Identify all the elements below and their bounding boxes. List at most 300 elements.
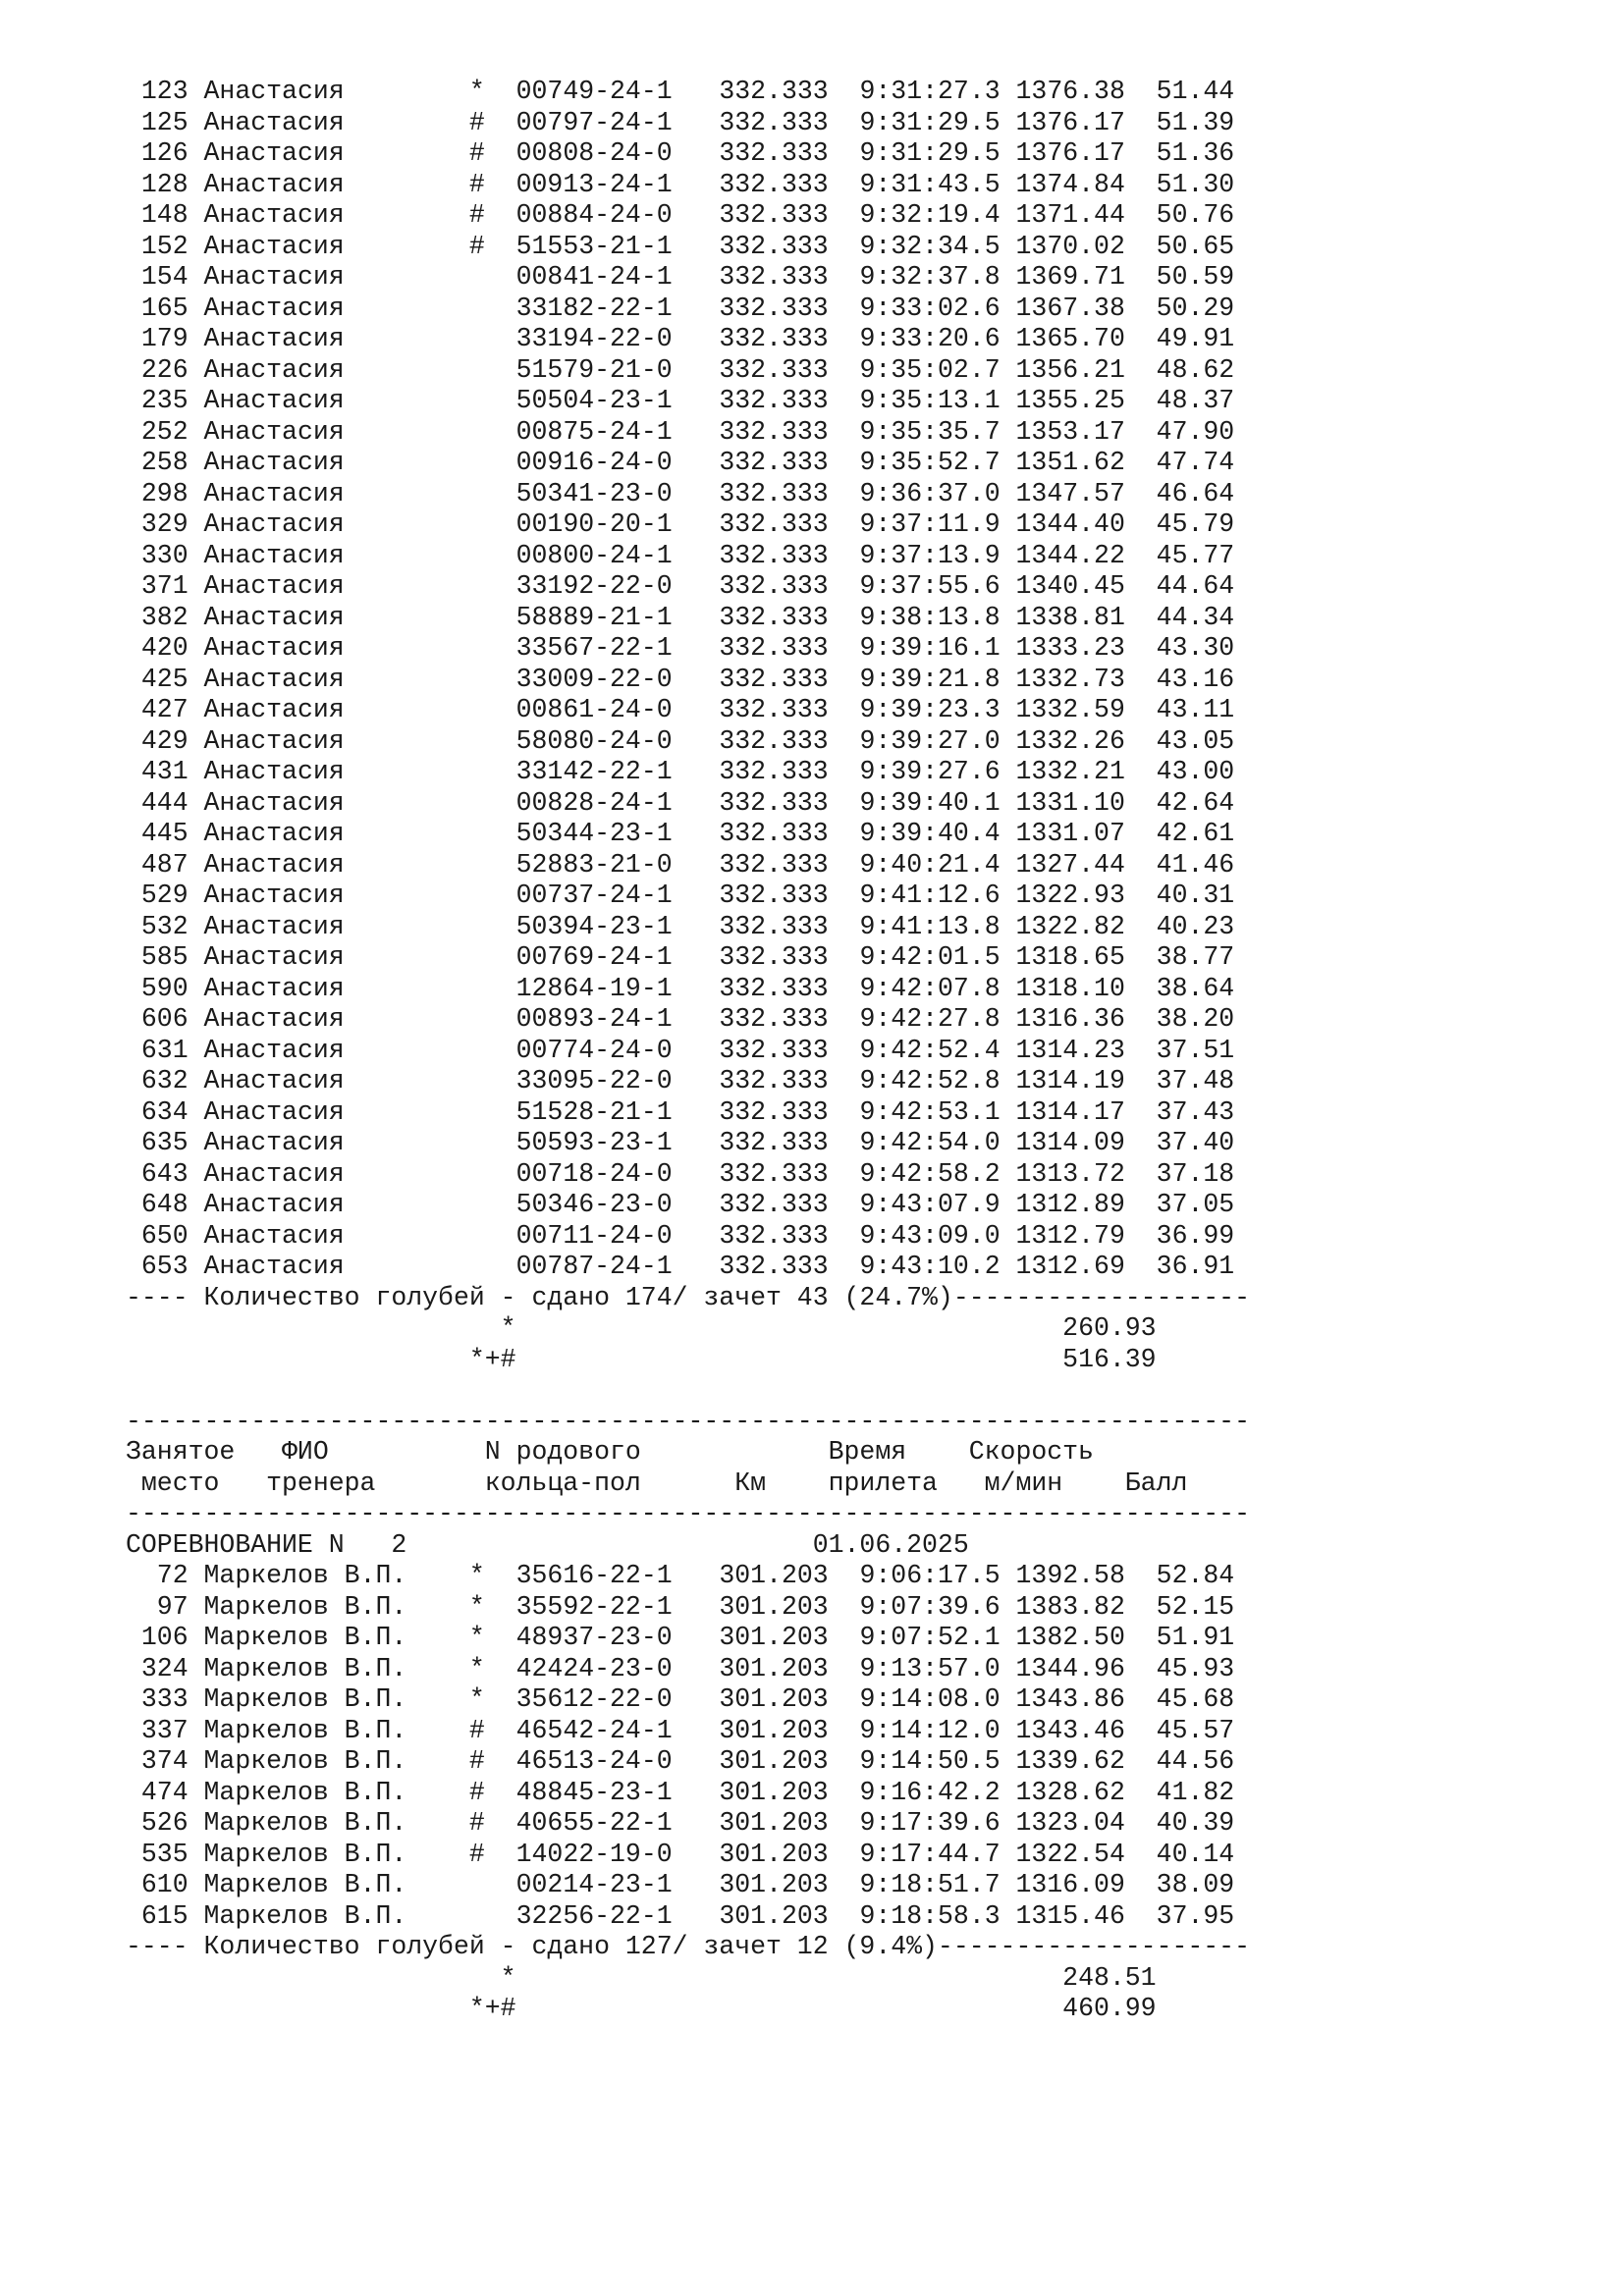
place-cell: 643 (126, 1158, 189, 1189)
header-rule: ------------------------------------------------------------------------ (126, 1406, 1250, 1436)
km-cell: 332.333 (703, 169, 829, 199)
speed-cell: 1371.44 (1015, 200, 1125, 230)
trainer-cell: Анастасия (203, 354, 469, 385)
time-cell: 9:38:13.8 (859, 602, 1001, 632)
time-cell: 9:43:10.2 (859, 1252, 1001, 1281)
speed-cell: 1344.96 (1015, 1653, 1125, 1683)
ring-cell: 00718-24-0 (515, 1158, 673, 1189)
result-row (126, 912, 1250, 943)
result-row (126, 1746, 1250, 1778)
speed-cell: 1333.23 (1015, 633, 1125, 663)
km-cell: 332.333 (703, 231, 829, 261)
place-cell: 474 (126, 1777, 189, 1807)
ring-cell: 00774-24-0 (515, 1035, 673, 1065)
score-cell: 41.46 (1140, 849, 1235, 880)
result-row (126, 881, 1250, 912)
trainer-cell: Анастасия (203, 1035, 469, 1065)
place-cell: 610 (126, 1870, 189, 1899)
time-cell: 9:32:19.4 (859, 200, 1001, 230)
speed-cell: 1367.38 (1015, 293, 1125, 323)
trainer-cell: Маркелов В.П. (203, 1623, 469, 1652)
trainer-cell: Маркелов В.П. (203, 1746, 469, 1776)
mark-cell (469, 355, 516, 385)
trainer-cell: Анастасия (203, 1066, 469, 1095)
trainer-cell: Маркелов В.П. (203, 1684, 469, 1714)
score-cell: 51.39 (1140, 107, 1235, 137)
speed-cell: 1314.23 (1015, 1035, 1125, 1065)
time-cell: 9:42:07.8 (859, 973, 1001, 1003)
mark-cell: # (468, 200, 516, 230)
time-cell: 9:39:27.0 (859, 725, 1001, 756)
mark-cell: # (468, 107, 516, 137)
competition-title: СОРЕВНОВАНИЕ N 2 01.06.2025 (126, 1529, 969, 1560)
time-cell: 9:18:58.3 (859, 1900, 1001, 1931)
time-cell: 9:39:27.6 (859, 757, 1001, 786)
speed-cell: 1312.79 (1015, 1220, 1125, 1251)
km-cell: 301.203 (703, 1653, 829, 1683)
trainer-cell: Анастасия (203, 1004, 469, 1034)
header-rule: ------------------------------------------------------------------------ (126, 1499, 1250, 1528)
result-row (126, 324, 1250, 355)
km-cell: 332.333 (703, 1220, 829, 1251)
result-row (126, 788, 1250, 820)
trainer-cell: Анастасия (203, 324, 469, 353)
total-value: 248.51 (1062, 1962, 1157, 1993)
time-cell: 9:13:57.0 (859, 1653, 1001, 1683)
km-cell: 332.333 (703, 138, 829, 168)
km-cell: 332.333 (703, 942, 829, 972)
ring-cell: 35592-22-1 (515, 1591, 673, 1622)
km-cell: 332.333 (703, 324, 829, 353)
score-cell: 45.57 (1140, 1715, 1235, 1745)
km-cell: 332.333 (703, 602, 829, 632)
speed-cell: 1370.02 (1015, 231, 1125, 261)
score-cell: 37.48 (1140, 1066, 1235, 1095)
km-cell: 301.203 (703, 1839, 829, 1869)
km-cell: 332.333 (703, 354, 829, 385)
result-row (126, 1221, 1250, 1253)
place-cell: 154 (126, 262, 189, 292)
place-cell: 333 (126, 1684, 189, 1714)
place-cell: 427 (126, 695, 189, 724)
trainer-cell: Анастасия (203, 571, 469, 601)
speed-cell: 1314.17 (1015, 1096, 1125, 1127)
ring-cell: 00841-24-1 (515, 262, 673, 292)
km-cell: 301.203 (703, 1591, 829, 1622)
trainer-cell: Маркелов В.П. (203, 1653, 469, 1683)
time-cell: 9:36:37.0 (859, 478, 1001, 508)
trainer-cell: Анастасия (203, 200, 469, 230)
km-cell: 332.333 (703, 509, 829, 539)
speed-cell: 1316.36 (1015, 1004, 1125, 1034)
mark-cell: * (468, 1653, 516, 1683)
score-cell: 50.29 (1140, 293, 1235, 323)
score-cell: 52.84 (1140, 1561, 1235, 1590)
km-cell: 332.333 (703, 787, 829, 818)
speed-cell: 1382.50 (1015, 1623, 1125, 1652)
ring-cell: 50394-23-1 (515, 911, 673, 941)
trainer-cell: Анастасия (203, 602, 469, 632)
mark-cell: # (468, 1777, 516, 1807)
total-row (126, 1345, 1250, 1376)
km-cell: 332.333 (703, 725, 829, 756)
km-cell: 332.333 (703, 478, 829, 508)
score-cell: 43.05 (1140, 725, 1235, 756)
ring-cell: 58889-21-1 (515, 602, 673, 632)
result-row (126, 1561, 1250, 1592)
total-label: *+# (468, 1344, 516, 1374)
score-cell: 50.76 (1140, 200, 1235, 230)
time-cell: 9:16:42.2 (859, 1777, 1001, 1807)
place-cell: 487 (126, 849, 189, 880)
total-row (126, 1313, 1250, 1345)
score-cell: 46.64 (1140, 478, 1235, 508)
mark-cell (469, 541, 516, 570)
speed-cell: 1344.40 (1015, 509, 1125, 539)
mark-cell (469, 1870, 516, 1899)
time-cell: 9:14:50.5 (859, 1746, 1001, 1776)
trainer-cell: Анастасия (203, 262, 469, 292)
km-cell: 332.333 (703, 664, 829, 694)
ring-cell: 00190-20-1 (515, 509, 673, 539)
place-cell: 374 (126, 1746, 189, 1776)
time-cell: 9:42:54.0 (859, 1128, 1001, 1157)
ring-cell: 00800-24-1 (515, 540, 673, 570)
mark-cell: # (468, 231, 516, 261)
mark-cell (469, 262, 516, 292)
mark-cell (469, 726, 516, 756)
time-cell: 9:35:13.1 (859, 386, 1001, 415)
trainer-cell: Анастасия (203, 819, 469, 848)
ring-cell: 33182-22-1 (515, 293, 673, 323)
ring-cell: 12864-19-1 (515, 973, 673, 1003)
speed-cell: 1322.82 (1015, 911, 1125, 941)
place-cell: 165 (126, 293, 189, 323)
time-cell: 9:31:29.5 (859, 138, 1001, 168)
ring-cell: 14022-19-0 (515, 1839, 673, 1869)
place-cell: 72 (126, 1561, 189, 1590)
score-cell: 49.91 (1140, 324, 1235, 353)
result-row (126, 1623, 1250, 1654)
mark-cell (469, 603, 516, 632)
ring-cell: 00916-24-0 (515, 448, 673, 477)
trainer-cell: Анастасия (203, 911, 469, 941)
score-cell: 37.51 (1140, 1035, 1235, 1065)
result-row (126, 695, 1250, 726)
ring-cell: 42424-23-0 (515, 1653, 673, 1683)
mark-cell (469, 633, 516, 663)
score-cell: 44.56 (1140, 1746, 1235, 1776)
time-cell: 9:37:13.9 (859, 540, 1001, 570)
result-row (126, 1778, 1250, 1809)
trainer-cell: Маркелов В.П. (203, 1591, 469, 1622)
ring-cell: 33095-22-0 (515, 1066, 673, 1095)
ring-cell: 33009-22-0 (515, 664, 673, 694)
result-row (126, 633, 1250, 665)
speed-cell: 1392.58 (1015, 1561, 1125, 1590)
score-cell: 40.31 (1140, 881, 1235, 910)
km-cell: 332.333 (703, 293, 829, 323)
total-value: 460.99 (1062, 1994, 1157, 2023)
score-cell: 44.34 (1140, 602, 1235, 632)
score-cell: 42.64 (1140, 787, 1235, 818)
trainer-cell: Анастасия (203, 1096, 469, 1127)
trainer-cell: Маркелов В.П. (203, 1870, 469, 1899)
mark-cell (469, 448, 516, 477)
result-row (126, 757, 1250, 788)
speed-cell: 1318.65 (1015, 942, 1125, 972)
score-cell: 51.36 (1140, 138, 1235, 168)
time-cell: 9:07:39.6 (859, 1591, 1001, 1622)
mark-cell: * (468, 1591, 516, 1622)
time-cell: 9:32:37.8 (859, 262, 1001, 292)
ring-cell: 00893-24-1 (515, 1004, 673, 1034)
km-cell: 332.333 (703, 633, 829, 663)
mark-cell: * (468, 1623, 516, 1652)
place-cell: 125 (126, 107, 189, 137)
time-cell: 9:37:11.9 (859, 509, 1001, 539)
mark-cell (469, 1901, 516, 1931)
trainer-cell: Маркелов В.П. (203, 1839, 469, 1869)
ring-cell: 50346-23-0 (515, 1190, 673, 1219)
ring-cell: 51528-21-1 (515, 1096, 673, 1127)
mark-cell (469, 1221, 516, 1251)
result-row (126, 138, 1250, 170)
km-cell: 332.333 (703, 200, 829, 230)
time-cell: 9:42:27.8 (859, 1004, 1001, 1034)
trainer-cell: Маркелов В.П. (203, 1715, 469, 1745)
place-cell: 382 (126, 602, 189, 632)
place-cell: 431 (126, 757, 189, 786)
blank-line (126, 1375, 1250, 1407)
trainer-cell: Анастасия (203, 664, 469, 694)
speed-cell: 1328.62 (1015, 1777, 1125, 1807)
total-value: 260.93 (1062, 1313, 1157, 1343)
score-cell: 42.61 (1140, 819, 1235, 848)
time-cell: 9:39:40.4 (859, 819, 1001, 848)
speed-cell: 1332.59 (1015, 695, 1125, 724)
mark-cell (469, 1128, 516, 1157)
mark-cell (469, 1036, 516, 1065)
result-row (126, 1252, 1250, 1283)
mark-cell: * (468, 1684, 516, 1714)
place-cell: 615 (126, 1900, 189, 1931)
score-cell: 38.09 (1140, 1870, 1235, 1899)
place-cell: 529 (126, 881, 189, 910)
trainer-cell: Анастасия (203, 1252, 469, 1281)
ring-cell: 00808-24-0 (515, 138, 673, 168)
mark-cell: # (468, 1839, 516, 1869)
speed-cell: 1344.22 (1015, 540, 1125, 570)
time-cell: 9:41:12.6 (859, 881, 1001, 910)
trainer-cell: Анастасия (203, 849, 469, 880)
speed-cell: 1332.73 (1015, 664, 1125, 694)
time-cell: 9:35:35.7 (859, 416, 1001, 447)
place-cell: 123 (126, 77, 189, 106)
result-row (126, 294, 1250, 325)
score-cell: 48.37 (1140, 386, 1235, 415)
place-cell: 148 (126, 200, 189, 230)
column-headers-line1: Занятое ФИО N родового Время Скорость (126, 1437, 1094, 1467)
time-cell: 9:42:52.8 (859, 1066, 1001, 1095)
ring-cell: 35616-22-1 (515, 1561, 673, 1590)
score-cell: 45.77 (1140, 540, 1235, 570)
time-cell: 9:43:09.0 (859, 1220, 1001, 1251)
place-cell: 634 (126, 1096, 189, 1127)
time-cell: 9:14:12.0 (859, 1715, 1001, 1745)
mark-cell (469, 850, 516, 880)
score-cell: 51.44 (1140, 77, 1235, 106)
speed-cell: 1376.17 (1015, 138, 1125, 168)
score-cell: 50.65 (1140, 231, 1235, 261)
result-row (126, 200, 1250, 232)
trainer-cell: Анастасия (203, 138, 469, 168)
mark-cell (469, 417, 516, 447)
ring-cell: 58080-24-0 (515, 725, 673, 756)
place-cell: 590 (126, 973, 189, 1003)
time-cell: 9:39:23.3 (859, 695, 1001, 724)
speed-cell: 1323.04 (1015, 1808, 1125, 1838)
km-cell: 332.333 (703, 911, 829, 941)
ring-cell: 48845-23-1 (515, 1777, 673, 1807)
mark-cell (469, 1066, 516, 1095)
ring-cell: 33194-22-0 (515, 324, 673, 353)
time-cell: 9:42:58.2 (859, 1158, 1001, 1189)
score-cell: 43.30 (1140, 633, 1235, 663)
km-cell: 301.203 (703, 1746, 829, 1776)
trainer-cell: Анастасия (203, 107, 469, 137)
km-cell: 301.203 (703, 1870, 829, 1899)
mark-cell (469, 571, 516, 601)
mark-cell: # (468, 1715, 516, 1745)
speed-cell: 1343.86 (1015, 1684, 1125, 1714)
ring-cell: 33567-22-1 (515, 633, 673, 663)
trainer-cell: Анастасия (203, 695, 469, 724)
place-cell: 126 (126, 138, 189, 168)
score-cell: 38.77 (1140, 942, 1235, 972)
ring-cell: 50344-23-1 (515, 819, 673, 848)
speed-cell: 1332.21 (1015, 757, 1125, 786)
place-cell: 106 (126, 1623, 189, 1652)
time-cell: 9:06:17.5 (859, 1561, 1001, 1590)
score-cell: 44.64 (1140, 571, 1235, 601)
mark-cell (469, 294, 516, 323)
score-cell: 37.43 (1140, 1096, 1235, 1127)
place-cell: 535 (126, 1839, 189, 1869)
km-cell: 332.333 (703, 1035, 829, 1065)
km-cell: 301.203 (703, 1900, 829, 1931)
place-cell: 650 (126, 1220, 189, 1251)
result-row (126, 509, 1250, 541)
km-cell: 332.333 (703, 881, 829, 910)
score-cell: 40.23 (1140, 911, 1235, 941)
km-cell: 332.333 (703, 1004, 829, 1034)
ring-cell: 51579-21-0 (515, 354, 673, 385)
speed-cell: 1351.62 (1015, 448, 1125, 477)
mark-cell (469, 479, 516, 508)
time-cell: 9:32:34.5 (859, 231, 1001, 261)
place-cell: 337 (126, 1715, 189, 1745)
km-cell: 332.333 (703, 819, 829, 848)
mark-cell (469, 974, 516, 1003)
score-cell: 43.00 (1140, 757, 1235, 786)
place-cell: 429 (126, 725, 189, 756)
place-cell: 330 (126, 540, 189, 570)
speed-cell: 1327.44 (1015, 849, 1125, 880)
ring-cell: 00711-24-0 (515, 1220, 673, 1251)
score-cell: 37.95 (1140, 1900, 1235, 1931)
ring-cell: 00797-24-1 (515, 107, 673, 137)
speed-cell: 1383.82 (1015, 1591, 1125, 1622)
score-cell: 40.39 (1140, 1808, 1235, 1838)
total-value: 516.39 (1062, 1344, 1157, 1374)
km-cell: 332.333 (703, 849, 829, 880)
time-cell: 9:42:52.4 (859, 1035, 1001, 1065)
place-cell: 653 (126, 1252, 189, 1281)
place-cell: 324 (126, 1653, 189, 1683)
km-cell: 332.333 (703, 540, 829, 570)
mark-cell (469, 1004, 516, 1034)
place-cell: 97 (126, 1591, 189, 1622)
result-row (126, 1097, 1250, 1129)
ring-cell: 33192-22-0 (515, 571, 673, 601)
speed-cell: 1376.17 (1015, 107, 1125, 137)
result-row (126, 262, 1250, 294)
place-cell: 444 (126, 787, 189, 818)
result-row (126, 850, 1250, 881)
trainer-cell: Анастасия (203, 293, 469, 323)
result-row (126, 571, 1250, 603)
place-cell: 585 (126, 942, 189, 972)
place-cell: 329 (126, 509, 189, 539)
ring-cell: 00769-24-1 (515, 942, 673, 972)
result-row (126, 77, 1250, 108)
place-cell: 420 (126, 633, 189, 663)
ring-cell: 46542-24-1 (515, 1715, 673, 1745)
total-row (126, 1963, 1250, 1995)
trainer-cell: Анастасия (203, 1128, 469, 1157)
score-cell: 50.59 (1140, 262, 1235, 292)
speed-cell: 1365.70 (1015, 324, 1125, 353)
speed-cell: 1347.57 (1015, 478, 1125, 508)
time-cell: 9:31:27.3 (859, 77, 1001, 106)
speed-cell: 1343.46 (1015, 1715, 1125, 1745)
trainer-cell: Анастасия (203, 973, 469, 1003)
speed-cell: 1315.46 (1015, 1900, 1125, 1931)
place-cell: 258 (126, 448, 189, 477)
speed-cell: 1340.45 (1015, 571, 1125, 601)
ring-cell: 00787-24-1 (515, 1252, 673, 1281)
trainer-cell: Анастасия (203, 478, 469, 508)
mark-cell (469, 757, 516, 786)
place-cell: 179 (126, 324, 189, 353)
score-cell: 36.99 (1140, 1220, 1235, 1251)
km-cell: 332.333 (703, 973, 829, 1003)
km-cell: 332.333 (703, 107, 829, 137)
pigeon-count-summary: ---- Количество голубей - сдано 174/ зачет 43 (24.7%)------------------- (126, 1282, 1250, 1312)
score-cell: 38.20 (1140, 1004, 1235, 1034)
km-cell: 301.203 (703, 1808, 829, 1838)
mark-cell (469, 509, 516, 539)
km-cell: 332.333 (703, 695, 829, 724)
score-cell: 47.90 (1140, 416, 1235, 447)
place-cell: 606 (126, 1004, 189, 1034)
time-cell: 9:18:51.7 (859, 1870, 1001, 1899)
km-cell: 301.203 (703, 1777, 829, 1807)
score-cell: 43.16 (1140, 664, 1235, 694)
mark-cell (469, 665, 516, 694)
km-cell: 332.333 (703, 386, 829, 415)
